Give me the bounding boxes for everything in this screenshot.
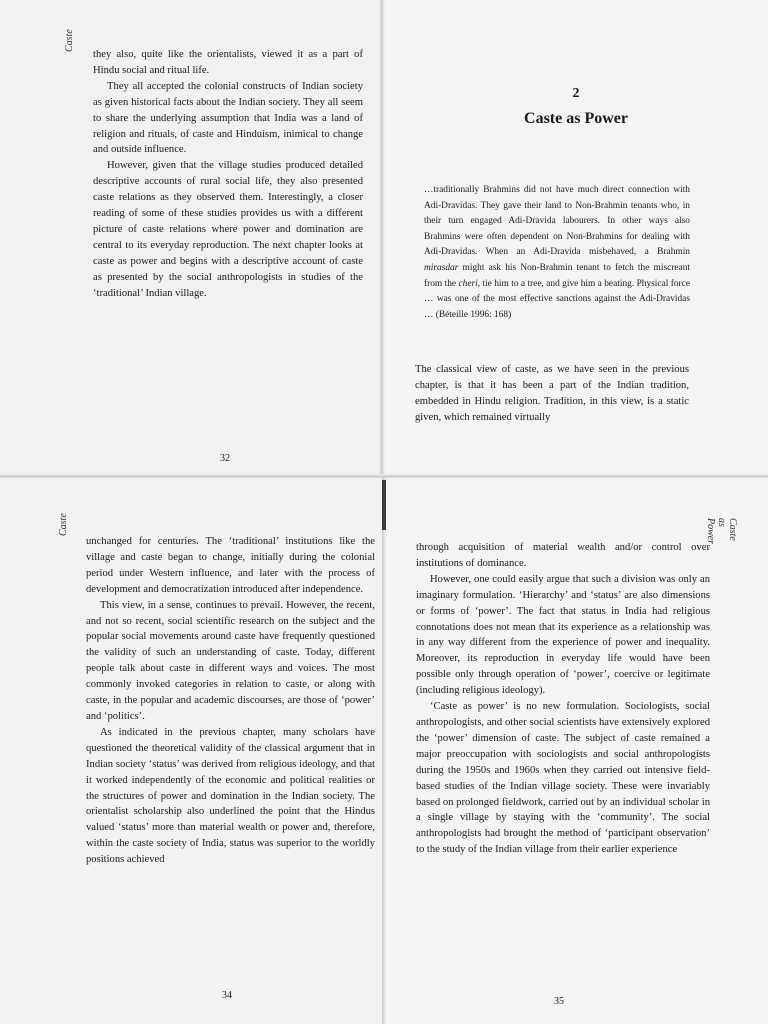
paragraph: through acquisition of material wealth and/or control over institutions of dominance. [416, 542, 710, 569]
epigraph-text [424, 183, 690, 323]
paragraph: ‘Caste as power’ is no new formulation. Sociologists, social anthropologists, and other social scientists have extensively explored the ‘power’ dimension of caste. The subject of caste remained a major preoccupation with sociologists and social anthropologists during the 1950s and 1960s when they carried out intensive field-based studies of the Indian village society. These were invariably based on prolonged fieldwork, carried out by an individual scholar in a single village by staying with the ‘community’. The social anthropologists had brought the method of ‘participant observation’ to the study of the Indian village from their earlier experience [416, 701, 710, 856]
page-35 [386, 478, 768, 1024]
epigraph-part: might ask his Non-Brahmin tenant to fetch the miscreant from the [424, 262, 690, 289]
epigraph-part: …traditionally Brahmins did not have much direct connection with Adi-Dravidas. They gave their land to Non-Brahmin tenants who, in their turn engaged Adi-Dravida labourers. In other ways also Brahmins were often dependent on Non-Brahmins for dealing with Adi-Dravidas. When an Adi-Dravida misbehaved, a Brahmin [424, 185, 690, 258]
epigraph [424, 183, 690, 323]
page-body [415, 362, 689, 426]
page-32 [0, 0, 380, 475]
paragraph: As indicated in the previous chapter, many scholars have questioned the theoretical validity of the classical argument that in Indian society ‘status’ was derived from religious ideology, and that it worked independently of the economic and political realities or the structures of power and domination in the Indian society. The orientalist scholarship also underlined the point that the Hindus valued ‘status’ more than material wealth or power and, therefore, within the caste society of India, status was superior to the worldly positions achieved [86, 726, 375, 866]
page-number: 35 [554, 996, 564, 1007]
paragraph: They all accepted the colonial constructs of Indian society as given historical facts about the Indian society. They all seem to share the underlying assumption that India was a land of religion and rituals, of caste and Hinduism, inimical to change and outside influence. [93, 80, 363, 156]
page-body [416, 540, 710, 858]
gutter [379, 0, 385, 475]
running-head: Caste as Power [705, 518, 738, 545]
page-33 [384, 0, 768, 475]
paragraph: they also, quite like the orientalists, viewed it as a part of Hindu social and ritual life. [93, 49, 363, 76]
paragraph: This view, in a sense, continues to prevail. However, the recent, and not so recent, social scientific research on the subject and the popular social movements around caste have frequently questioned the validity of such an understanding of caste. Today, different people talk about caste in different ways and voices. The most commonly invoked categories in relation to caste, or along with caste, in the popular and academic discourses, are those of ‘power’ and ‘politics’. [86, 599, 375, 722]
paragraph: unchanged for centuries. The ‘traditional’ institutions like the village and caste began to change, initially during the colonial period under Western influence, and later with the process of development and democratization introduced after independence. [86, 536, 375, 595]
paragraph: However, one could easily argue that such a division was only an imaginary formulation. ‘Hierarchy’ and ‘status’ are also dimensions or forms of ‘power’. The fact that status in India had religious connotations does not mean that its experience as a relationship was in any way different from the experience of power and inequality. Moreover, its reproduction in everyday life would have been possible only through operation of ‘power’, coercive or legitimate (including religious ideology). [416, 573, 710, 697]
running-head: Caste [58, 513, 69, 536]
epigraph-part: , tie him to a tree, and give him a beating. Physical force … was one of the most effective sanctions against the Adi-Dravidas … (Béteille 1996: 168) [424, 278, 690, 320]
page-number: 34 [222, 990, 232, 1001]
page-34 [0, 478, 382, 1024]
page-number: 32 [220, 453, 230, 464]
epigraph-italic: mirasdar [424, 262, 459, 273]
epigraph-italic: cheri [458, 278, 478, 289]
page-body [93, 47, 363, 302]
running-head: Caste [64, 29, 75, 52]
spine-shadow [382, 480, 386, 530]
paragraph: The classical view of caste, as we have seen in the previous chapter, is that it has been a part of the Indian tradition, embedded in Hindu religion. Tradition, in this view, is a static given, which remained virtually [415, 364, 689, 423]
page-body [86, 534, 375, 868]
chapter-number: 2 [572, 86, 580, 101]
chapter-title: Caste as Power [524, 110, 628, 127]
paragraph: However, given that the village studies produced detailed descriptive accounts of rural social life, they also presented caste relations as they observed them. Interestingly, a closer reading of some of these studies provides us with a different picture of caste relations where power and domination are central to its everyday reproduction. The next chapter looks at caste as power and begins with a descriptive account of caste as presented by the social anthropologists in studies of the ‘traditional’ Indian village. [93, 160, 363, 299]
